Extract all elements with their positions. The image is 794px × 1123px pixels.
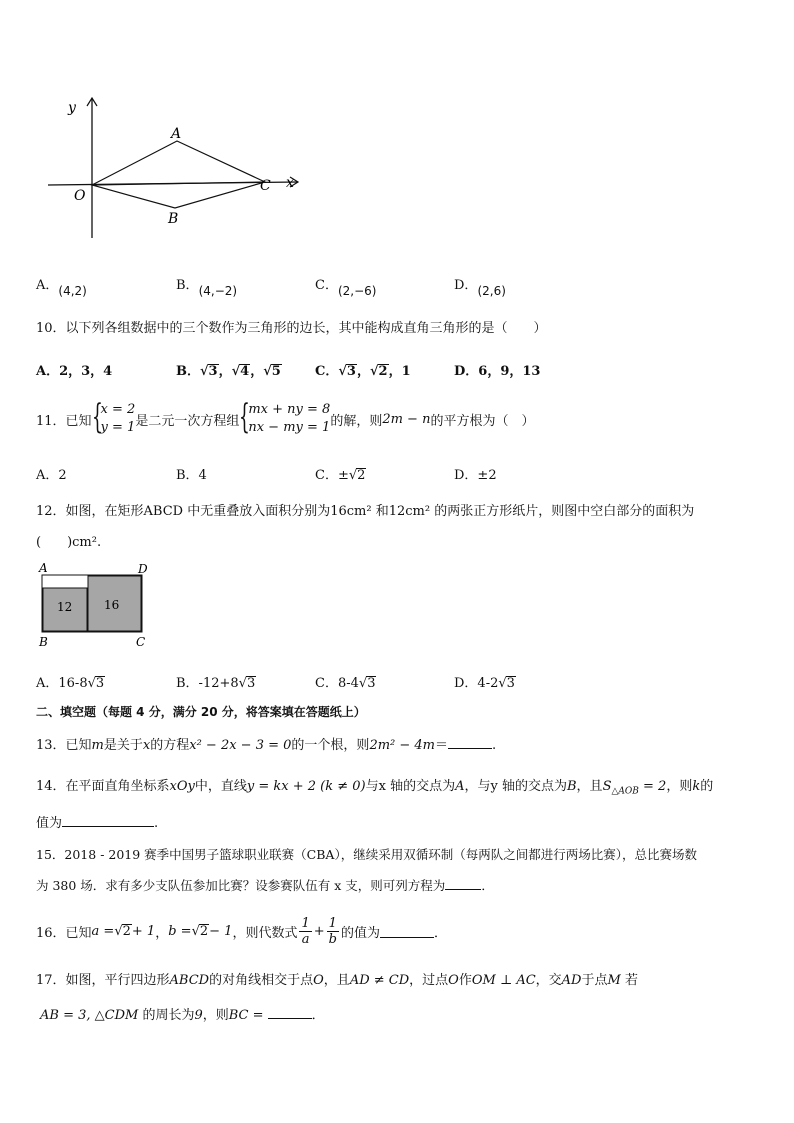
- q12-rectangle-figure: [34, 560, 164, 652]
- q12-stem-line2: ( )cm².: [36, 535, 102, 550]
- q13-stem: 13．已知m是关于x的方程x² − 2x − 3 = 0的一个根，则2m² − 4m＝ .: [36, 738, 497, 753]
- label-O: O: [74, 188, 86, 204]
- square-16-label: 16: [104, 598, 120, 612]
- q9-option-c: C．(2,−6): [315, 278, 377, 298]
- q13-answer-blank[interactable]: [448, 736, 492, 749]
- q16-stem: 16．已知 a = √ 2 + 1 ， b = √ 2 − 1 ，则代数式 $\frac{1}{a}$ + $\frac{1}{b}$ 的值为 ．: [36, 915, 447, 947]
- label-C: C: [260, 178, 271, 194]
- q10-stem: 10．以下列各组数据中的三个数作为三角形的边长，其中能构成直角三角形的是（ ）: [36, 321, 547, 336]
- label-D: D: [138, 562, 148, 576]
- fraction-1-over-a: $\frac{1}{a}$: [301, 915, 310, 947]
- q15-stem-line2: 为 380 场．求有多少支队伍参加比赛？设参赛队伍有 x 支，则可列方程为 ．: [36, 878, 494, 893]
- q10-option-d: D．6，9，13: [454, 364, 541, 379]
- label-y: y: [68, 100, 76, 116]
- q12-stem: 12．如图，在矩形ABCD 中无重叠放入面积分别为16cm² 和12cm² 的两张正方形纸片，则图中空白部分的面积为: [36, 504, 695, 519]
- label-A: A: [171, 126, 182, 142]
- label-B: B: [39, 635, 48, 649]
- q10-option-a: A．2，3，4: [36, 364, 113, 379]
- q11-option-a: A．2: [36, 468, 67, 483]
- q16-answer-blank[interactable]: [380, 925, 434, 938]
- label-A: A: [39, 561, 48, 575]
- q9-option-b: B．(4,−2): [176, 278, 238, 298]
- q10-option-b: B．√3，√4，√5: [176, 364, 281, 379]
- q15-answer-blank[interactable]: [445, 877, 481, 890]
- q17-stem-line2: AB = 3, △CDM 的周长为9，则BC = ．: [40, 1008, 325, 1023]
- q17-answer-blank[interactable]: [268, 1006, 312, 1019]
- label-B: B: [168, 211, 179, 227]
- square-12-label: 12: [57, 600, 73, 614]
- q12-option-c: C．8-4√3: [315, 676, 376, 691]
- q17-stem: 17．如图，平行四边形ABCD的对角线相交于点O，且AD ≠ CD，过点O作OM ⊥ AC，交AD于点M 若: [36, 973, 638, 988]
- q10-option-c: C．√3，√2，1: [315, 364, 411, 379]
- q14-answer-blank[interactable]: [62, 814, 154, 827]
- q11-option-c: C．±√2: [315, 468, 366, 483]
- q9-option-d: D．(2,6): [454, 278, 506, 298]
- q11-option-b: B．4: [176, 468, 207, 483]
- q11-equation-system: { mx + ny = 8 nx − my = 1: [239, 397, 331, 437]
- q11-option-d: D．±2: [454, 468, 497, 483]
- label-C: C: [136, 635, 146, 649]
- q15-stem: 15．2018 - 2019 赛季中国男子篮球职业联赛（CBA），继续采用双循环制（每两队之间都进行两场比赛），总比赛场数: [36, 847, 697, 862]
- q11-stem: 11．已知 { x = 2 y = 1 是二元一次方程组 { mx + ny = 8 nx − my = 1 的解，则 2m − n 的平方根为（ ）: [36, 397, 535, 437]
- q12-option-b: B．-12+8√3: [176, 676, 256, 691]
- q9-coordinate-figure: [40, 90, 310, 245]
- q11-solution-system: { x = 2 y = 1: [91, 397, 136, 437]
- rhombus-OACB: [92, 141, 265, 208]
- q12-option-d: D．4-2√3: [454, 676, 515, 691]
- q12-option-a: A．16-8√3: [36, 676, 105, 691]
- q14-stem: 14．在平面直角坐标系xOy中，直线y = kx + 2 (k ≠ 0)与x 轴的交点为A，与y 轴的交点为B，且$S_{\triangle AOB} = 2$，则k的: [36, 779, 714, 797]
- q14-stem-line2: 值为 .: [36, 816, 159, 831]
- label-x: x: [286, 175, 294, 191]
- section-heading-fill-blank: 二、填空题（每题 4 分，满分 20 分，将答案填在答题纸上）: [36, 705, 366, 719]
- fraction-1-over-b: $\frac{1}{b}$: [328, 915, 337, 947]
- q9-option-a: A．(4,2): [36, 278, 87, 298]
- diagonal-OC: [92, 182, 265, 185]
